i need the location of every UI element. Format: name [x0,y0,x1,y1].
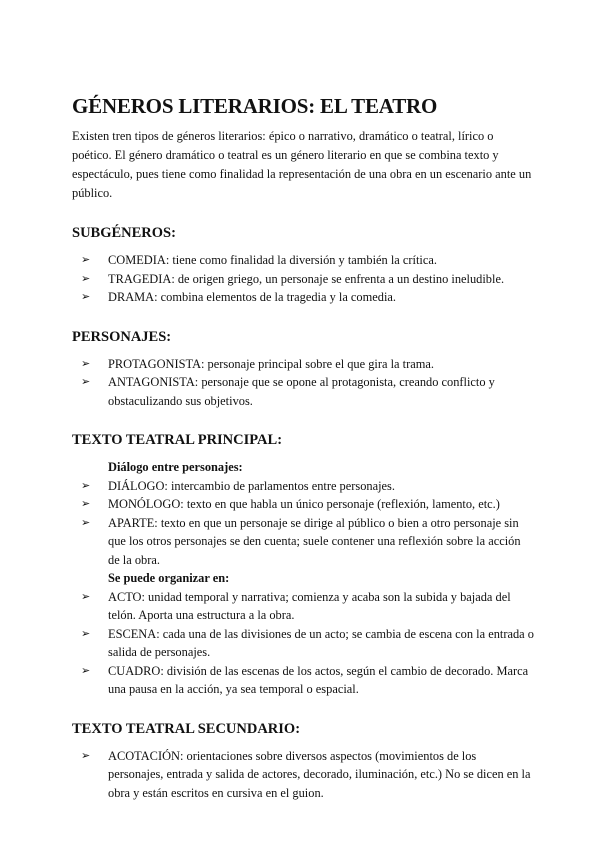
list-item-text: ACTO: unidad temporal y narrativa; comienza y acaba son la subida y bajada del telón. Aporta una estructura a la obra. [108,589,511,622]
arrow-bullet-icon: ➢ [81,590,91,603]
subheading-organizar: Se puede organizar en: [108,571,230,585]
list-item [72,514,534,570]
document-page [72,93,534,802]
arrow-bullet-icon: ➢ [81,664,91,677]
list-item-text: ESCENA: cada una de las divisiones de un acto; se cambia de escena con la entrada o salida de personajes. [108,626,534,659]
list-personajes [72,355,534,411]
subheading-dialogo: Diálogo entre personajes: [108,460,243,474]
heading-texto-secundario: TEXTO TEATRAL SECUNDARIO: [72,720,301,737]
list-item-text: ANTAGONISTA: personaje que se opone al protagonista, creando conflicto y obstaculizando sus objetivos. [108,375,495,408]
arrow-bullet-icon: ➢ [81,516,91,529]
list-item [72,251,534,270]
heading-subgeneros: SUBGÉNEROS: [72,225,176,241]
page-title: GÉNEROS LITERARIOS: EL TEATRO [72,94,438,118]
arrow-bullet-icon: ➢ [81,498,91,510]
list-item-text: ACOTACIÓN: orientaciones sobre diversos aspectos (movimientos de los personajes, entrada y salida de actores, decorado, iluminación, etc.) No se dicen en la obra y están escritos en cursiva en el guion. [108,748,531,800]
heading-personajes: PERSONAJES: [72,328,172,345]
list-item [72,662,534,699]
arrow-bullet-icon: ➢ [81,254,91,266]
list-item-text: APARTE: texto en que un personaje se dirige al público o bien a otro personaje sin que los otros personajes se den cuenta; suele contener una reflexión sobre la acción de la obra. [108,515,521,567]
list-item [72,477,534,496]
arrow-bullet-icon: ➢ [81,479,91,492]
list-item-text: DRAMA: combina elementos de la tragedia y la comedia. [108,290,396,304]
arrow-bullet-icon: ➢ [81,291,91,303]
arrow-bullet-icon: ➢ [81,376,91,388]
list-dialogo [72,477,534,570]
list-item [72,355,534,374]
list-organizar [72,588,534,699]
arrow-bullet-icon: ➢ [81,749,91,762]
list-item [72,288,534,307]
list-item-text: COMEDIA: tiene como finalidad la diversión y también la crítica. [108,253,437,267]
arrow-bullet-icon: ➢ [81,357,91,370]
list-item-text: TRAGEDIA: de origen griego, un personaje se enfrenta a un destino ineludible. [108,271,505,286]
intro-paragraph: Existen tren tipos de géneros literarios: épico o narrativo, dramático o teatral, lírico o poético. El género dramático o teatral es un género literario en que se combina texto y espectáculo, pues tiene como finalidad la representación de una obra en un escenario ante un público. [72,129,532,200]
list-item-text: DIÁLOGO: intercambio de parlamentos entre personajes. [108,478,395,493]
list-secundario [72,747,534,803]
list-item [72,495,534,514]
arrow-bullet-icon: ➢ [81,272,91,285]
list-subgeneros [72,251,534,307]
list-item [72,588,534,625]
list-item [72,625,534,662]
arrow-bullet-icon: ➢ [81,627,91,640]
list-item-text: PROTAGONISTA: personaje principal sobre el que gira la trama. [108,356,434,371]
list-item-text: MONÓLOGO: texto en que habla un único personaje (reflexión, lamento, etc.) [108,497,500,511]
list-item [72,373,534,410]
list-item-text: CUADRO: división de las escenas de los actos, según el cambio de decorado. Marca una pausa en la acción, ya sea temporal o espacial. [108,663,529,696]
list-item [72,270,534,289]
heading-texto-principal: TEXTO TEATRAL PRINCIPAL: [72,432,283,448]
list-item [72,747,534,803]
